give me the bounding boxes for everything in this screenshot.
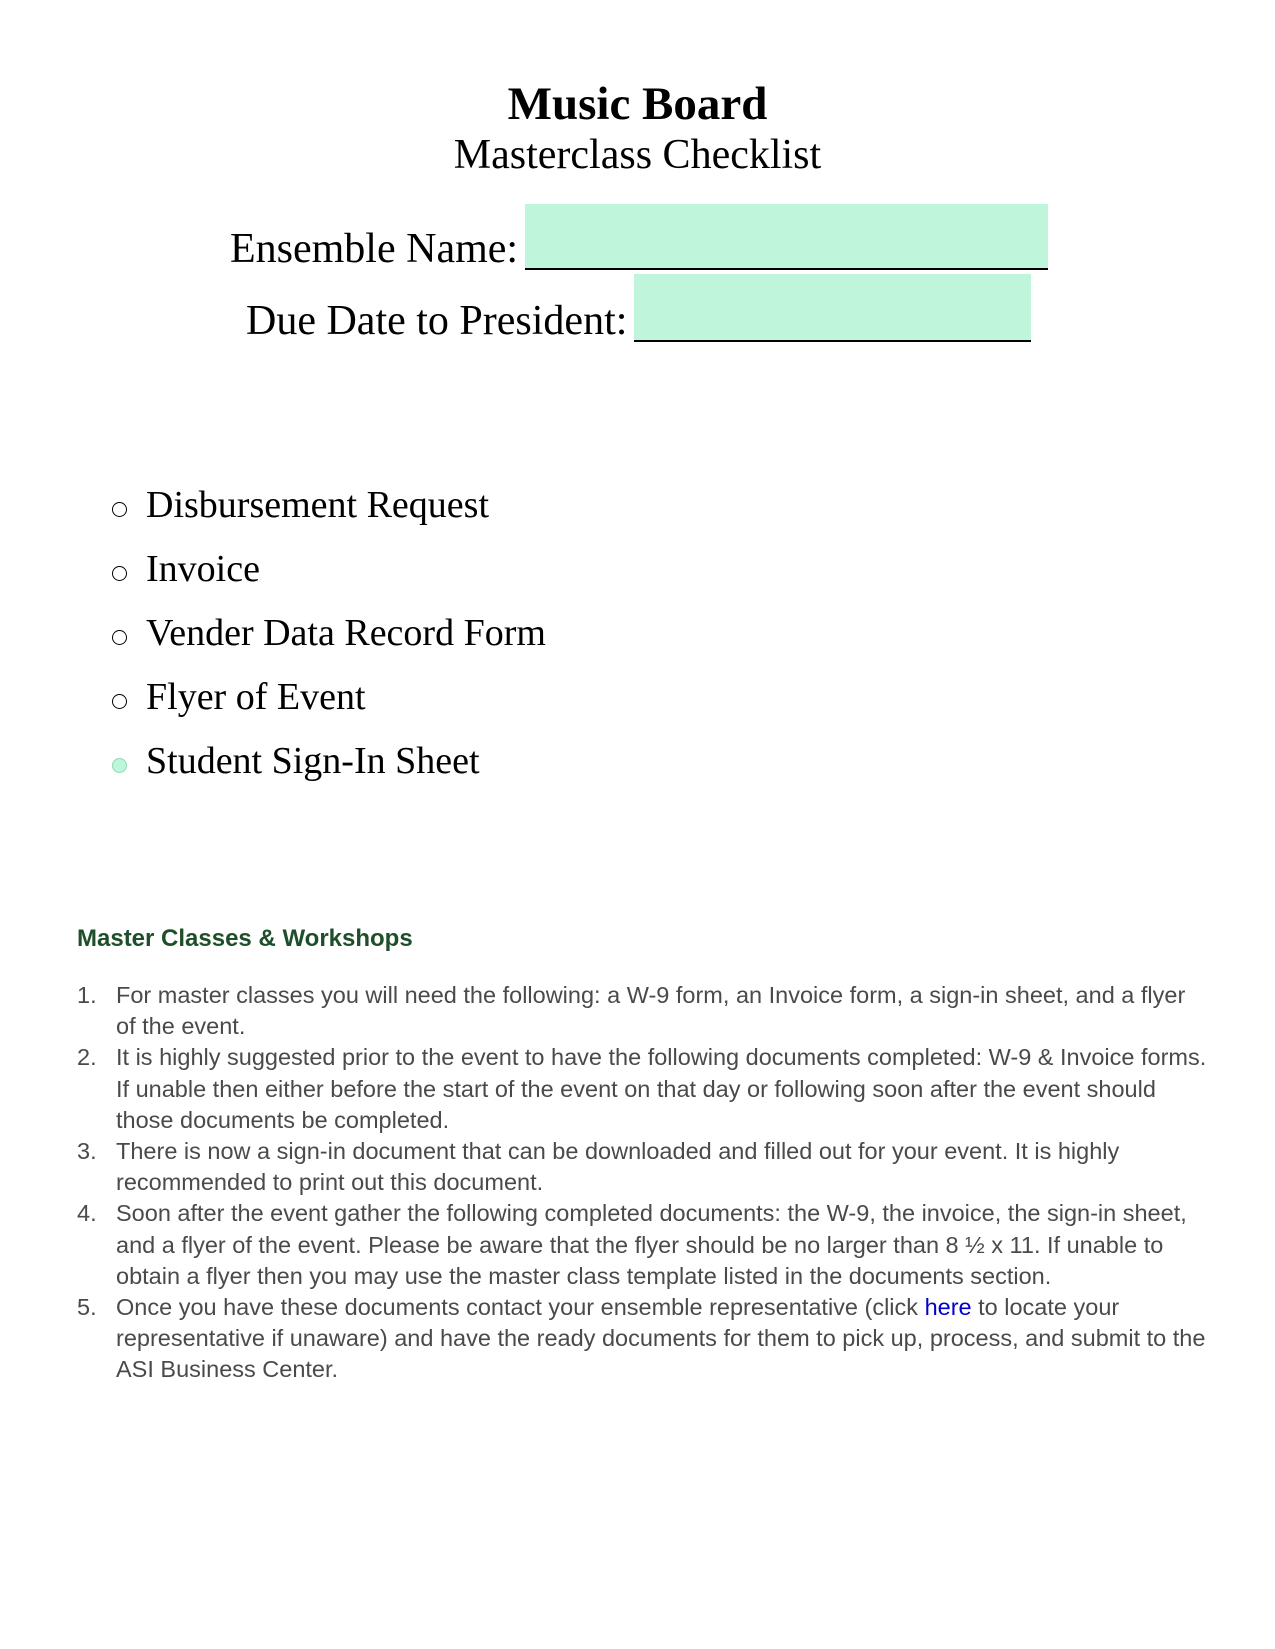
checkbox-circle-icon[interactable]: [112, 566, 127, 581]
instruction-step: [77, 1198, 1207, 1292]
instruction-step: [77, 1136, 1207, 1198]
instructions-list: [77, 980, 1207, 1386]
instruction-step: [77, 1042, 1207, 1136]
checkbox-circle-icon[interactable]: [112, 758, 127, 773]
step-number: 3.: [77, 1138, 97, 1165]
step-number: 2.: [77, 1044, 97, 1071]
step-text-before: Once you have these documents contact your ensemble representative (click: [116, 1294, 925, 1321]
checklist-item-label: Disbursement Request: [146, 484, 490, 526]
instruction-step: [77, 980, 1207, 1042]
representative-link[interactable]: here: [924, 1294, 972, 1321]
step-number: 5.: [77, 1294, 97, 1321]
document-checklist: [112, 478, 546, 798]
step-number: 4.: [77, 1200, 97, 1227]
ensemble-name-label: Ensemble Name:: [230, 226, 519, 272]
page-subtitle: Masterclass Checklist: [453, 132, 822, 178]
step-number: 1.: [77, 982, 97, 1008]
checklist-item-invoice: [112, 542, 546, 606]
step-text: There is now a sign-in document that can be downloaded and filled out for your event. It is highly recommended to print out this document.: [116, 1138, 1120, 1196]
step-text: For master classes you will need the following: a W-9 form, an Invoice form, a sign-in sheet, and a flyer of the event.: [116, 982, 1186, 1040]
checklist-item-vender-data-record-form: [112, 606, 546, 670]
page-title: Music Board: [507, 78, 768, 130]
checklist-item-disbursement-request: [112, 478, 546, 542]
checkbox-circle-icon[interactable]: [112, 694, 127, 709]
checklist-item-label: Vender Data Record Form: [146, 612, 546, 654]
ensemble-name-field[interactable]: [525, 204, 1048, 270]
instruction-step: [77, 1292, 1207, 1386]
checklist-item-label: Invoice: [146, 548, 260, 590]
step-text: It is highly suggested prior to the event to have the following documents completed: W-9 & Invoice forms. If unable then either before the start of the event on that day or following soon after the event should those documents be completed.: [116, 1044, 1207, 1133]
checklist-item-flyer-of-event: [112, 670, 546, 734]
section-heading: Master Classes & Workshops: [77, 925, 413, 952]
due-date-label: Due Date to President:: [246, 298, 628, 344]
ensemble-name-row: [230, 222, 518, 276]
checkbox-circle-icon[interactable]: [112, 630, 127, 645]
checklist-item-student-sign-in-sheet: [112, 734, 546, 798]
due-date-row: [246, 294, 627, 348]
due-date-field[interactable]: [634, 274, 1031, 342]
checklist-item-label: Student Sign-In Sheet: [146, 740, 480, 782]
checklist-item-label: Flyer of Event: [146, 676, 366, 718]
step-text: Soon after the event gather the following completed documents: the W-9, the invoice, the sign-in sheet, and a flyer of the event. Please be aware that the flyer should be no larger than 8 ½ x 11. If unable to obtain a flyer then you may use the master class template listed in the documents section.: [116, 1200, 1187, 1289]
checkbox-circle-icon[interactable]: [112, 502, 127, 517]
step-text-after: to locate your representative if unaware) and have the ready documents for them to pick up, process, and submit to the ASI Business Center.: [116, 1294, 1206, 1383]
